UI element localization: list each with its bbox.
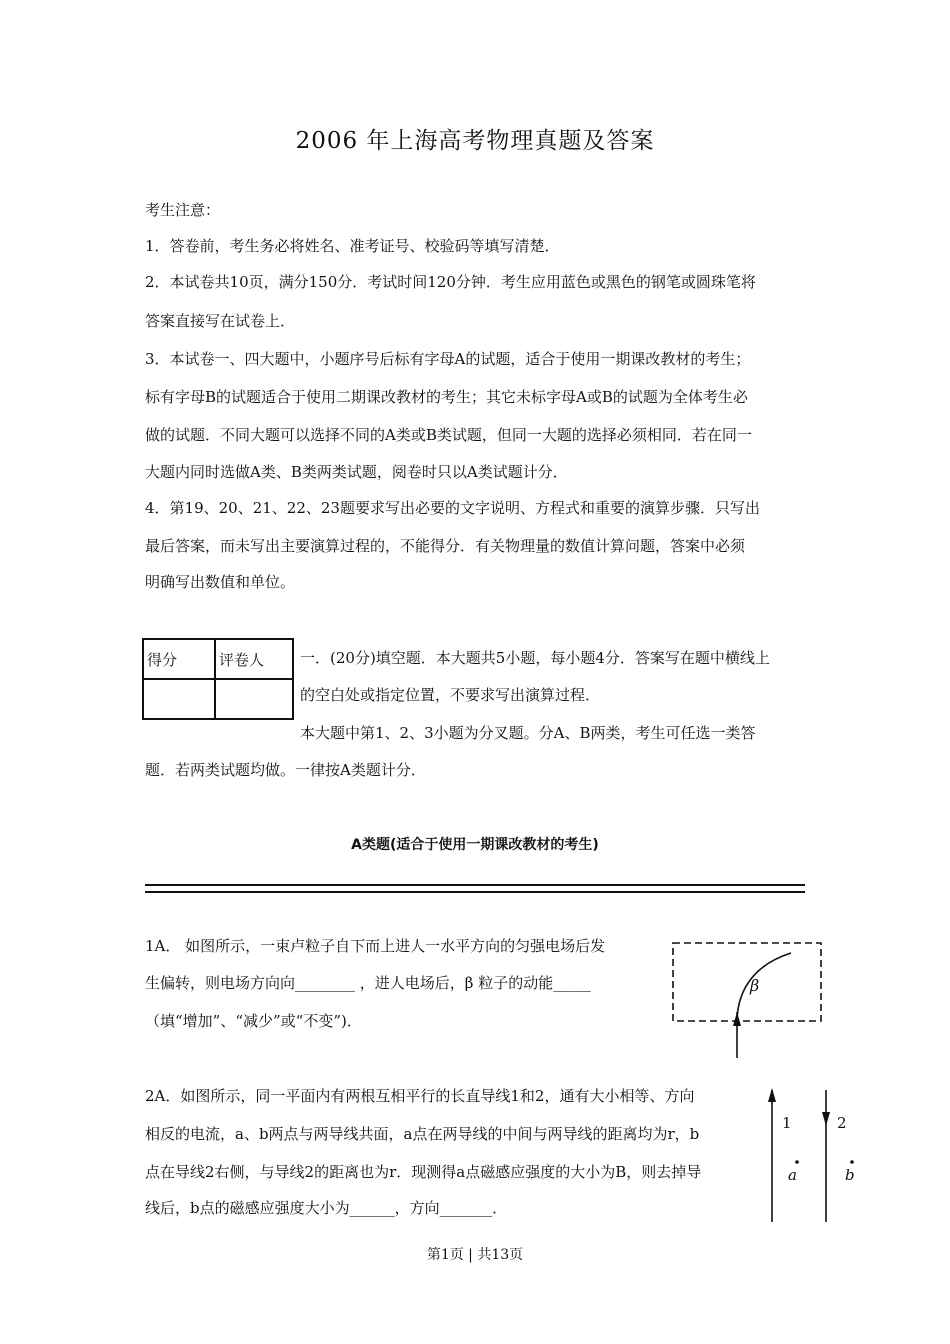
- section1-line: 本大题中第1、2、3小题为分叉题。分A、B两类，考生可任选一类答: [300, 724, 756, 742]
- notice-line: 标有字母B的试题适合于使用二期课改教材的考生；其它未标字母A或B的试题为全体考生必: [145, 388, 748, 406]
- notice-line: 明确写出数值和单位。: [145, 573, 296, 591]
- point-a-label: a: [788, 1166, 797, 1184]
- notice-line: 4．第19、20、21、22、23题要求写出必要的文字说明、方程式和重要的演算步骤．只写出: [145, 499, 760, 517]
- wire-1-label: 1: [782, 1114, 792, 1132]
- section1-line: 的空白处或指定位置，不要求写出演算过程．: [300, 686, 601, 704]
- wire-2-label: 2: [837, 1114, 847, 1132]
- notice-line: 大题内同时选做A类、B类两类试题，阅卷时只以A类试题计分．: [145, 463, 568, 481]
- point-a-dot: [795, 1160, 799, 1164]
- notice-line: 最后答案，而未写出主要演算过程的，不能得分．有关物理量的数值计算问题，答案中必须: [145, 537, 746, 555]
- notice-heading: 考生注意：: [145, 201, 221, 219]
- beta-label: β: [750, 976, 760, 995]
- q2a-line: 线后，b点的磁感应强度大小为______，方向_______．: [145, 1199, 508, 1217]
- section1-line: 一．(20分)填空题．本大题共5小题，每小题4分．答案写在题中横线上: [300, 649, 770, 667]
- notice-line: 3．本试卷一、四大题中，小题序号后标有字母A的试题，适合于使用一期课改教材的考生；: [145, 350, 751, 368]
- notice-line: 答案直接写在试卷上．: [145, 312, 296, 330]
- score-header: 得分: [143, 639, 215, 679]
- score-table: [142, 638, 294, 720]
- q2a-line: 相反的电流，a、b两点与两导线共面，a点在两导线的中间与两导线的距离均为r，b: [145, 1125, 700, 1143]
- q1a-line: 生偏转，则电场方向向________ ，进人电场后，β 粒子的动能_____: [145, 974, 591, 992]
- point-b-dot: [850, 1160, 854, 1164]
- q1a-line: 1A． 如图所示，一束卢粒子自下而上进人一水平方向的匀强电场后发: [145, 937, 606, 955]
- q1a-line: （填“增加”、“减少”或“不变”)．: [145, 1012, 362, 1030]
- q1a-figure: [664, 934, 829, 1062]
- score-cell[interactable]: [143, 679, 215, 719]
- grader-cell[interactable]: [215, 679, 293, 719]
- page-title: 2006 年上海高考物理真题及答案: [295, 128, 655, 154]
- q2a-figure: [762, 1084, 862, 1226]
- notice-line: 2．本试卷共10页，满分150分．考试时间120分钟．考生应用蓝色或黑色的钢笔或圆珠笔将: [145, 273, 756, 291]
- notice-line: 做的试题．不同大题可以选择不同的A类或B类试题，但同一大题的选择必须相同．若在同一: [145, 426, 752, 444]
- grader-header: 评卷人: [215, 639, 293, 679]
- section-a-heading: A类题(适合于使用一期课改教材的考生): [351, 837, 599, 853]
- double-divider: [145, 884, 805, 893]
- notice-line: 1．答卷前，考生务必将姓名、准考证号、校验码等填写清楚．: [145, 237, 560, 255]
- q2a-line: 2A．如图所示，同一平面内有两根互相平行的长直导线1和2，通有大小相等、方向: [145, 1087, 695, 1105]
- page-footer: 第1页 | 共13页: [426, 1247, 524, 1263]
- q2a-line: 点在导线2右侧，与导线2的距离也为r．现测得a点磁感应强度的大小为B，则去掉导: [145, 1163, 702, 1181]
- section1-line: 题．若两类试题均做。一律按A类题计分．: [145, 761, 426, 779]
- point-b-label: b: [845, 1166, 855, 1184]
